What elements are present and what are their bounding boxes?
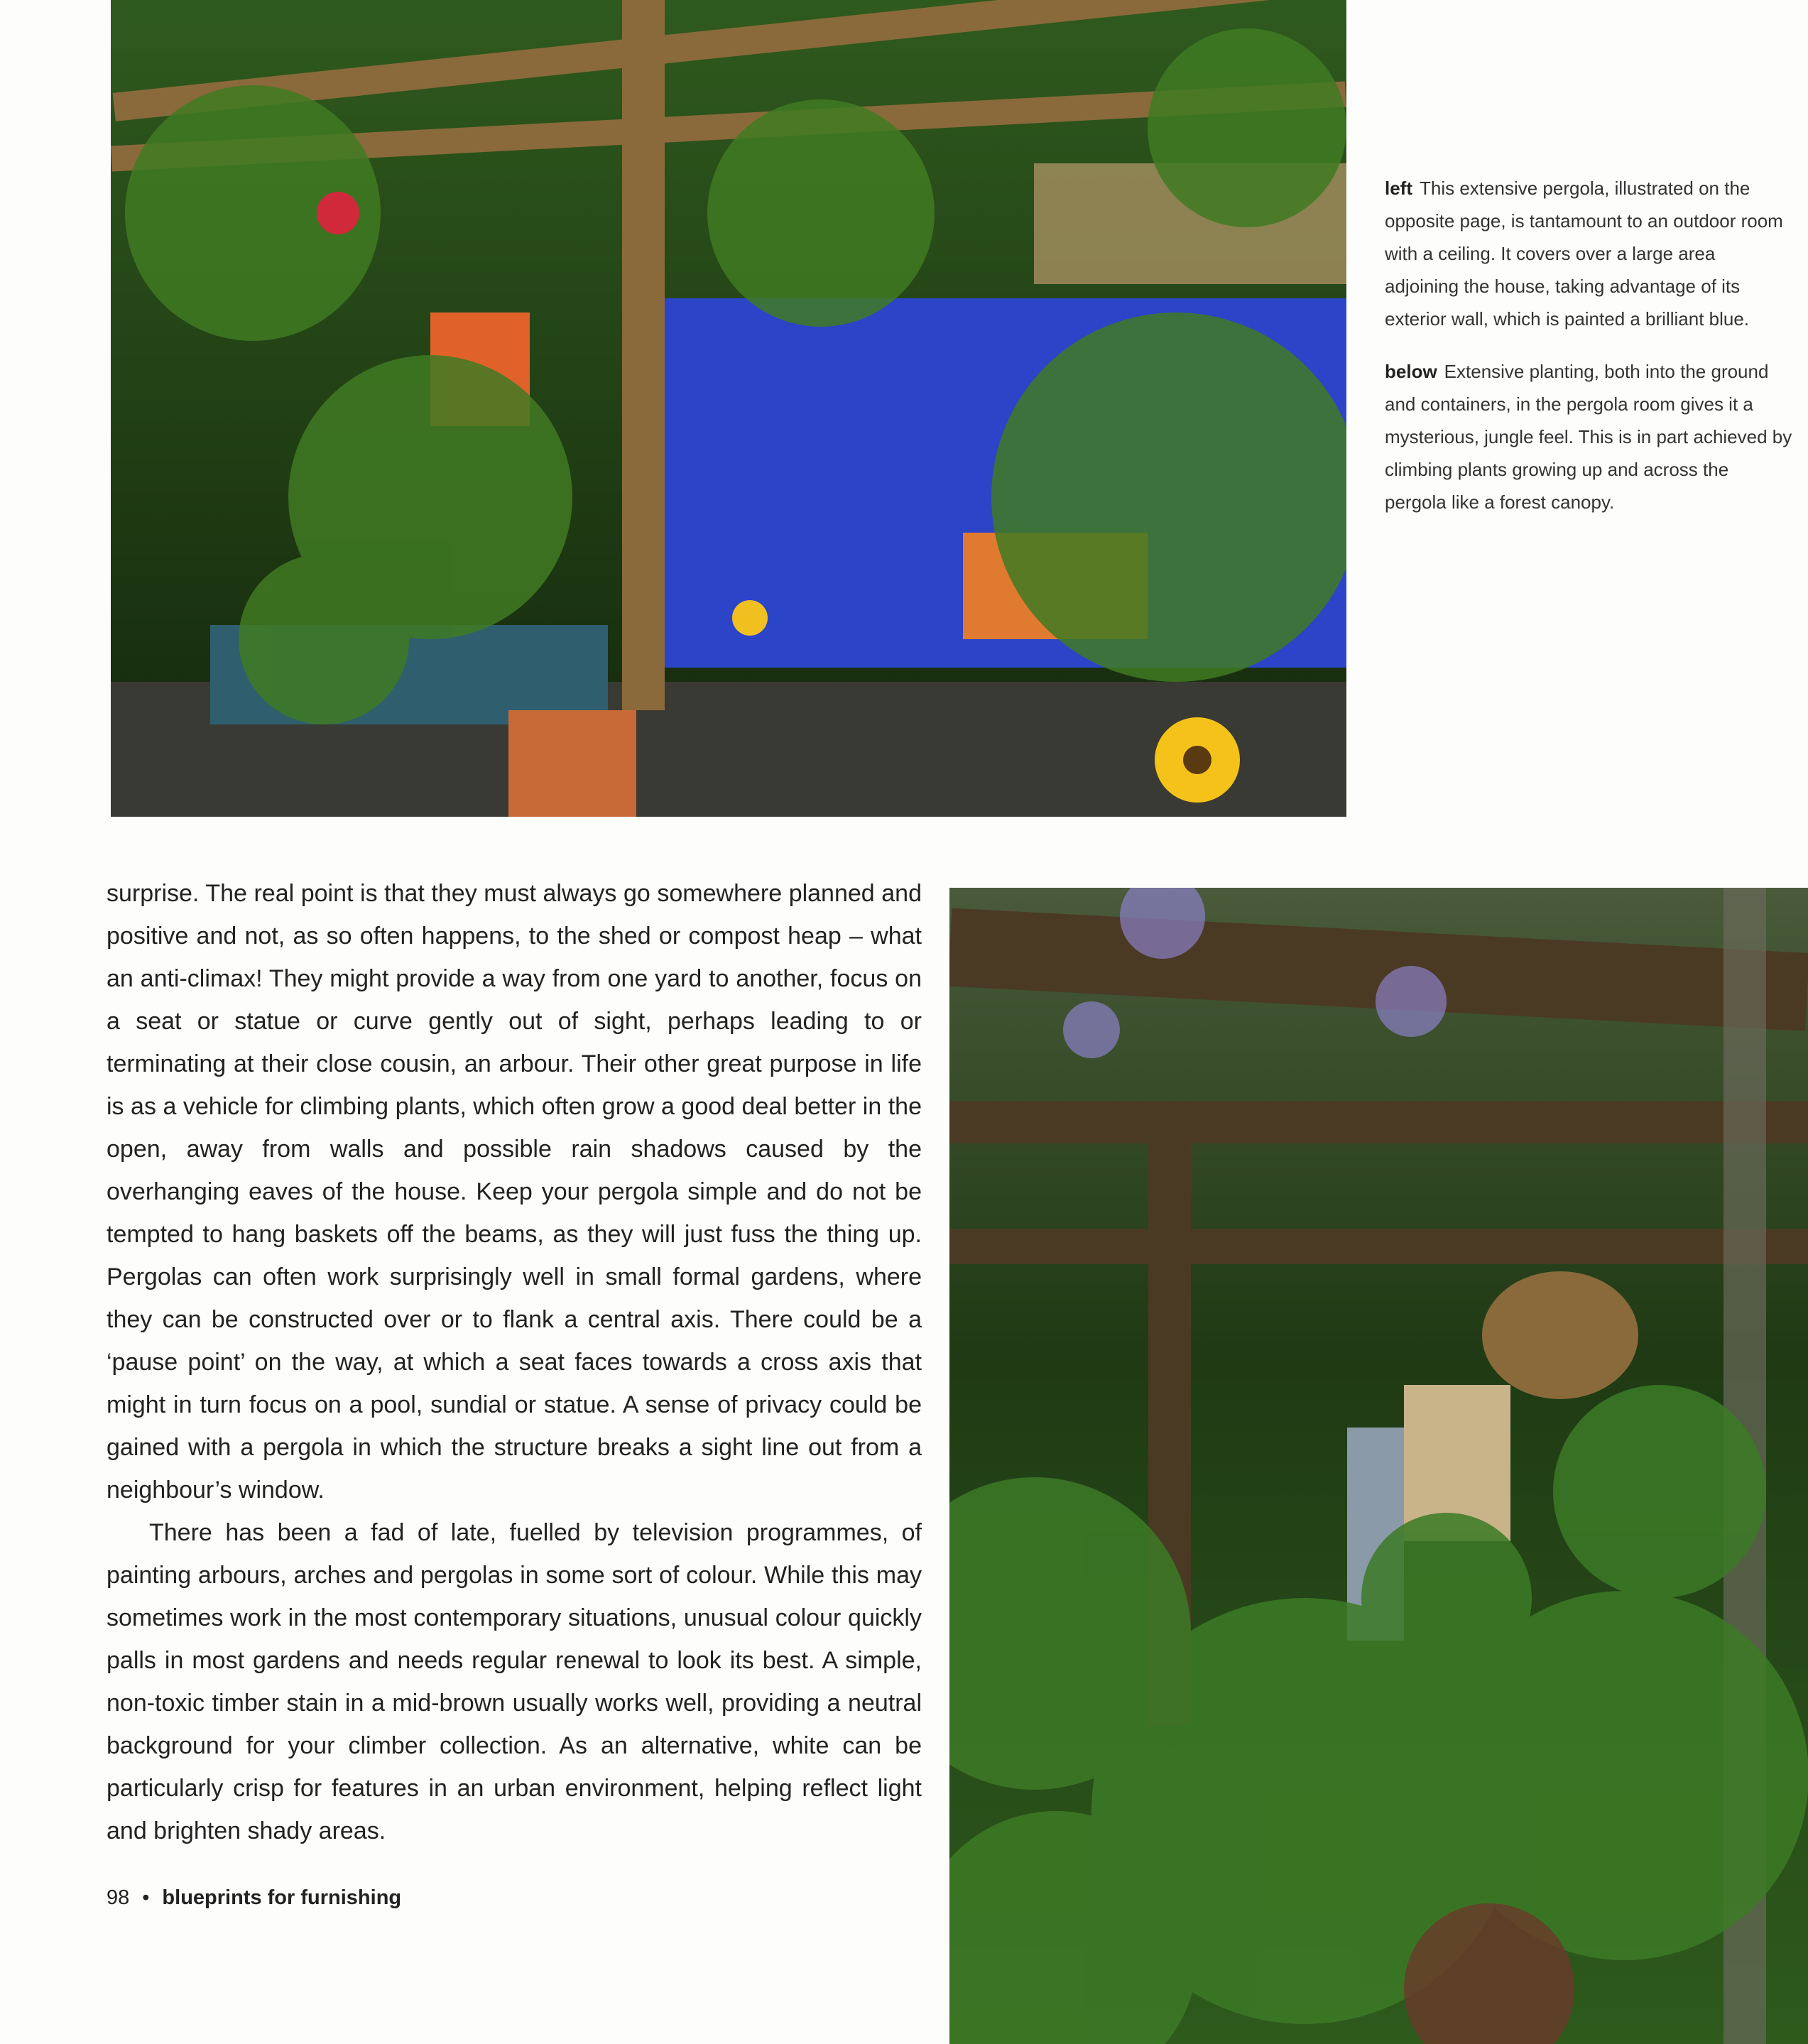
caption-below-text: Extensive planting, both into the ground and containers, in the pergola room gives it a mysterious, jungle feel. This is in part achieved by climbing plants growing up and across the pergola like a forest canopy. xyxy=(1385,361,1792,513)
caption-below-label: below xyxy=(1385,361,1437,382)
text-column xyxy=(107,872,922,1910)
pergola-planting-photo xyxy=(949,888,1808,2044)
body-paragraph: There has been a fad of late, fuelled by television programmes, of painting arbours, arches and pergolas in some sort of colour. While this may sometimes work in the most contemporary situations, unusual colour quickly palls in most gardens and needs regular renewal to look its best. A simple, non-toxic timber stain in a mid-brown usually works well, providing a neutral background for your climber collection. As an alternative, white can be particularly crisp for features in an urban environment, helping reflect light and brighten shady areas. xyxy=(107,1519,922,1844)
caption-left-text: This extensive pergola, illustrated on the opposite page, is tantamount to an outdoor room with a ceiling. It covers over a large area adjoining the house, taking advantage of its exterior wall, which is painted a brilliant blue. xyxy=(1385,178,1783,330)
page-number: 98 xyxy=(107,1886,130,1909)
body-paragraph: surprise. The real point is that they must always go somewhere planned and positive and not, as so often happens, to the shed or compost heap – what an anti-climax! They might provide a way from one yard to another, focus on a seat or statue or curve gently out of sight, perhaps leading to or terminating at their close cousin, an arbour. Their other great purpose in life is as a vehicle for climbing plants, which often grow a good deal better in the open, away from walls and possible rain shadows caused by the overhanging eaves of the house. Keep your pergola simple and do not be tempted to hang baskets off the beams, as they will just fuss the thing up. Pergolas can often work surprisingly well in small formal gardens, where they can be constructed over or to flank a central axis. There could be a ‘pause point’ on the way, at which a seat faces towards a cross axis that might in turn focus on a pool, sundial or statue. A sense of privacy could be gained with a pergola in which the structure breaks a sight line out from a neighbour’s window. xyxy=(107,880,922,1504)
pergola-blue-wall-photo xyxy=(111,0,1346,817)
caption-below xyxy=(1385,355,1793,518)
caption-left xyxy=(1385,172,1793,335)
body-text xyxy=(107,872,922,1852)
section-title: blueprints for furnishing xyxy=(162,1886,402,1909)
captions xyxy=(1385,172,1793,518)
caption-left-label: left xyxy=(1385,178,1412,199)
footer-separator: • xyxy=(142,1886,150,1909)
page-footer xyxy=(107,1886,922,1910)
